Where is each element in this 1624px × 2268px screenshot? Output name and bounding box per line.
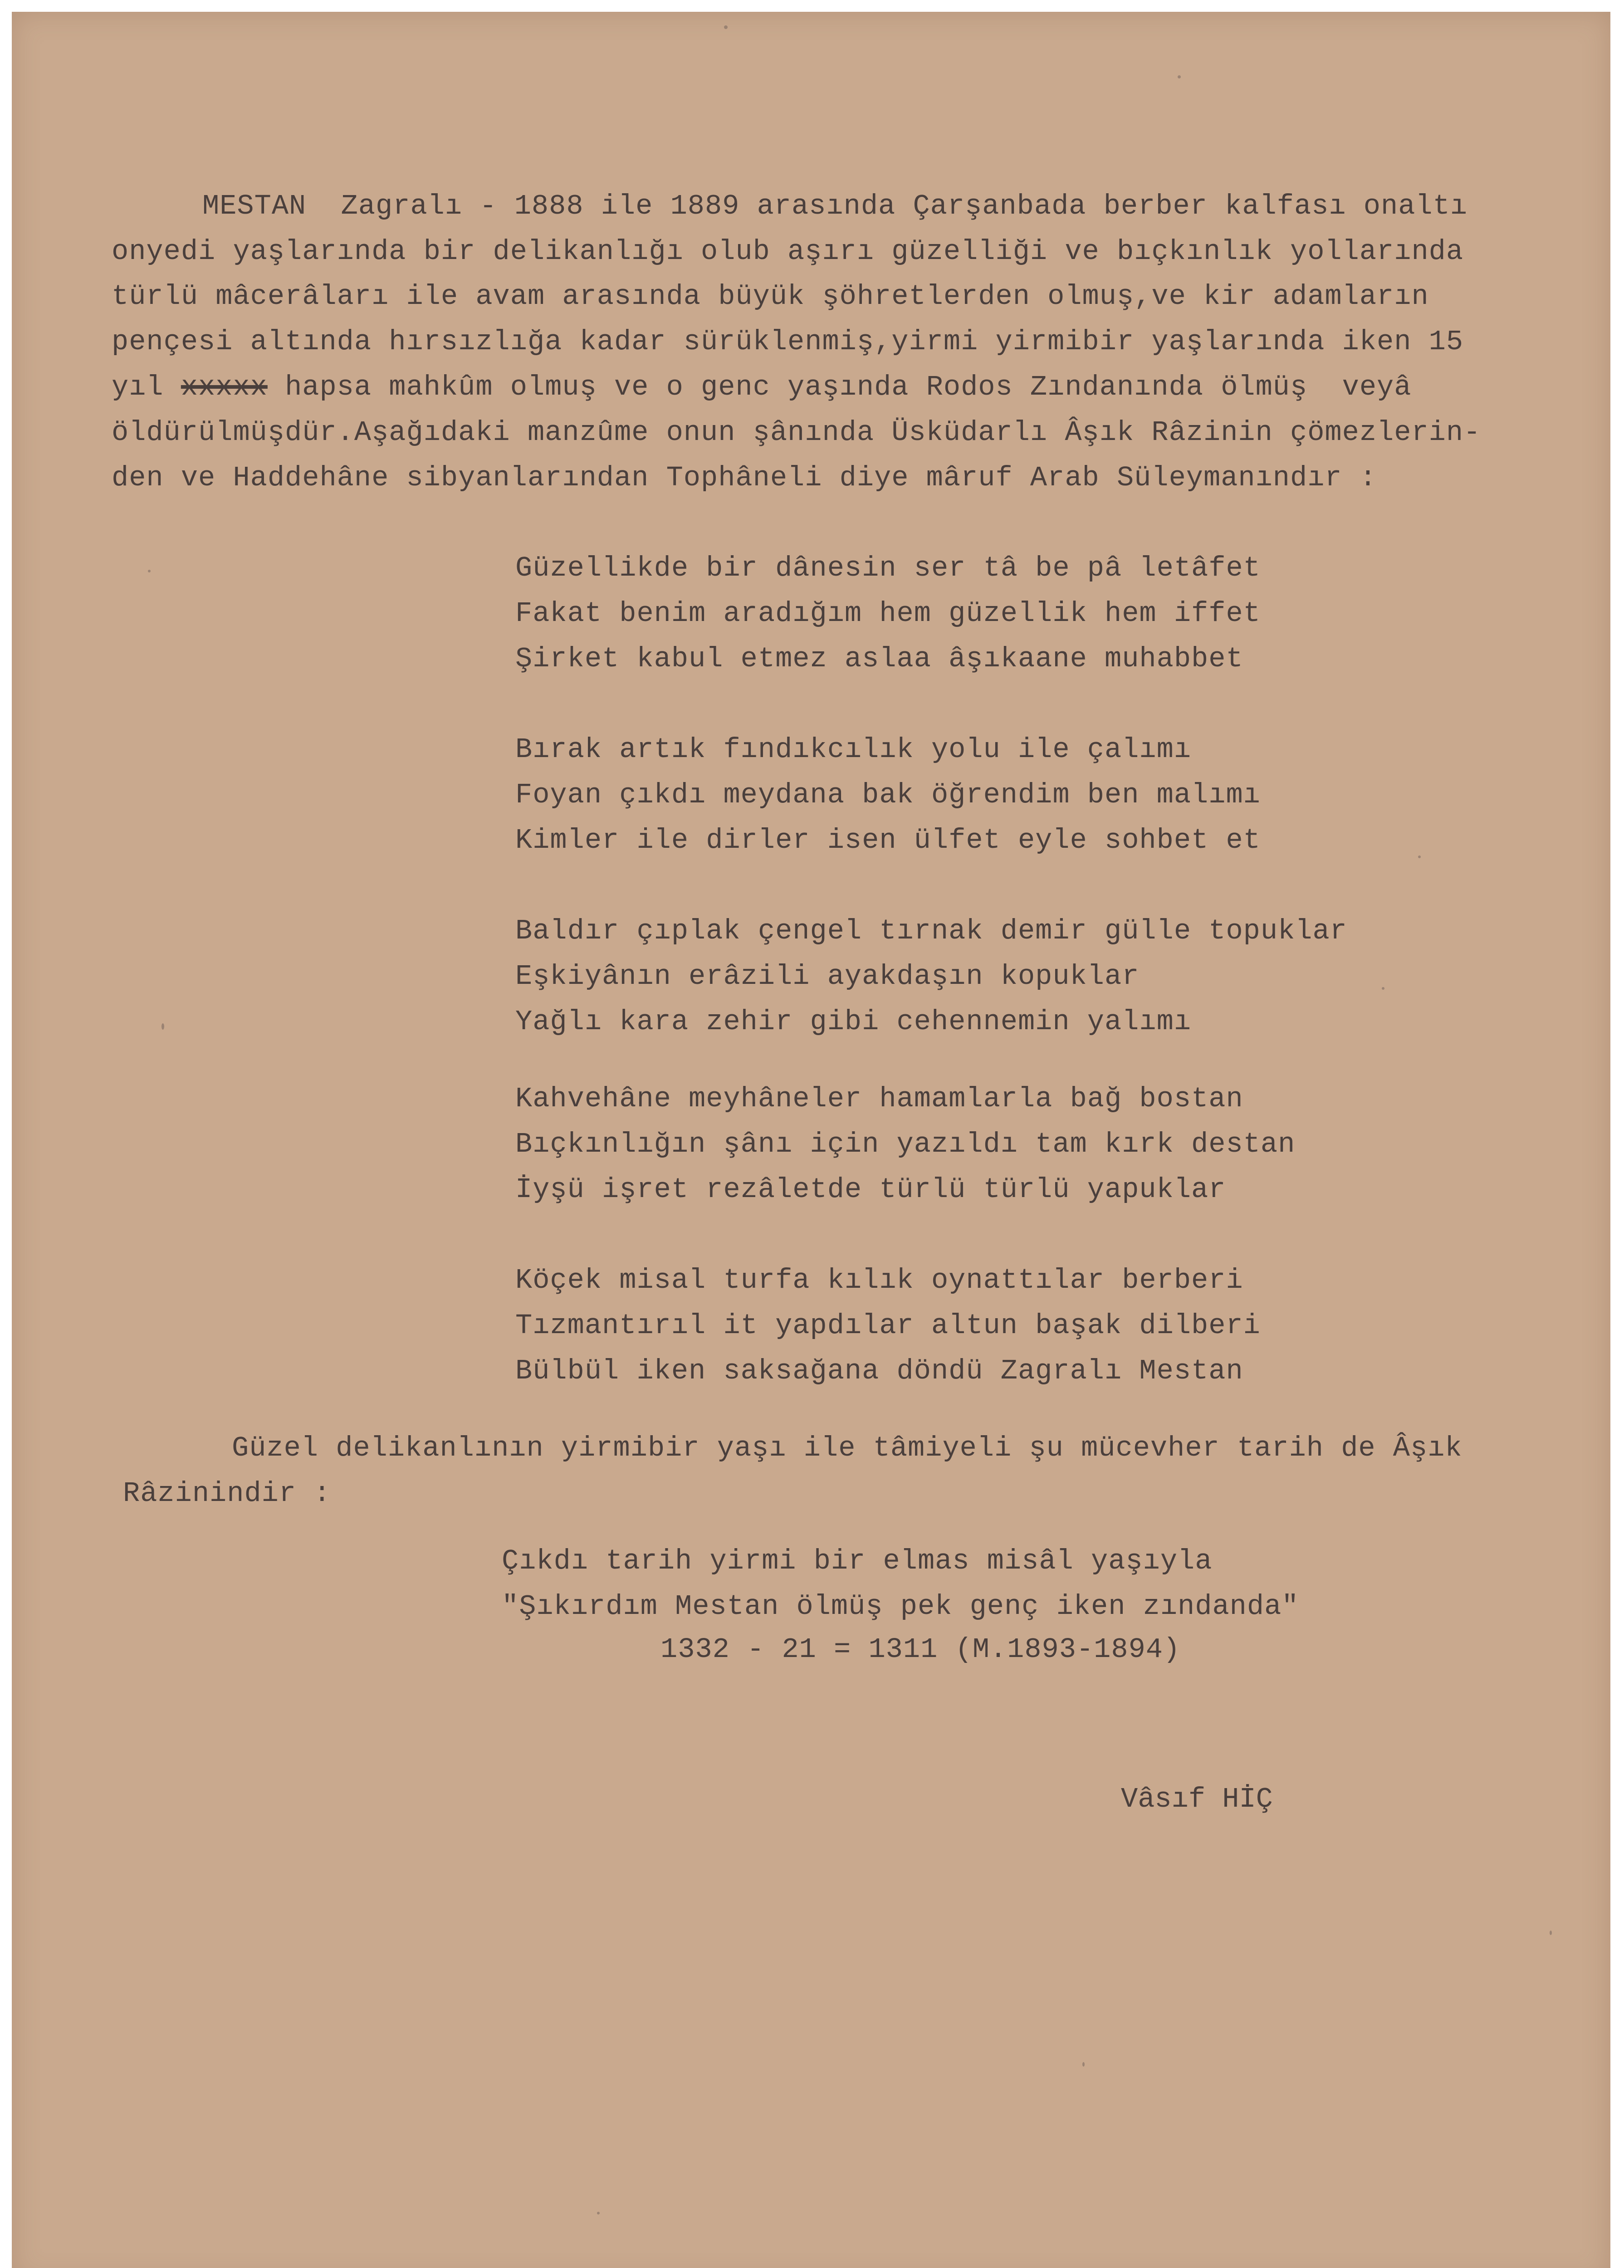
poem-line: Tızmantırıl it yapdılar altun başak dilberi xyxy=(515,1310,1261,1342)
poem-line: Baldır çıplak çengel tırnak demir gülle topuklar xyxy=(515,915,1347,947)
speck xyxy=(1178,75,1181,78)
signature: Vâsıf HİÇ xyxy=(1121,1783,1273,1815)
poem-line: Köçek misal turfa kılık oynattılar berberi xyxy=(515,1264,1243,1296)
poem-line: Kimler ile dirler isen ülfet eyle sohbet et xyxy=(515,824,1261,856)
intro-line: pençesi altında hırsızlığa kadar sürüklenmiş,yirmi yirmibir yaşlarında iken 15 xyxy=(112,326,1464,358)
struck-out-word: xxxxx xyxy=(181,371,268,403)
intro-line: türlü mâcerâları ile avam arasında büyük şöhretlerden olmuş,ve kir adamların xyxy=(112,280,1429,313)
intro-line: yıl xxxxx hapsa mahkûm olmuş ve o genc yaşında Rodos Zındanında ölmüş veyâ xyxy=(112,371,1412,403)
poem-line: Bıçkınlığın şânı için yazıldı tam kırk destan xyxy=(515,1128,1296,1160)
intro-line: MESTAN Zagralı - 1888 ile 1889 arasında Çarşanbada berber kalfası onaltı xyxy=(202,190,1468,222)
poem-line: Bırak artık fındıkcılık yolu ile çalımı xyxy=(515,733,1192,766)
poem-line: Güzellikde bir dânesin ser tâ be pâ letâfet xyxy=(515,552,1261,584)
speck xyxy=(1082,2062,1085,2067)
speck xyxy=(161,1023,164,1030)
poem-line: Kahvehâne meyhâneler hamamlarla bağ bostan xyxy=(515,1083,1243,1115)
outro-line: Güzel delikanlının yirmibir yaşı ile tâmiyeli şu mücevher tarih de Âşık xyxy=(232,1432,1463,1464)
outro-line: Râzinindir : xyxy=(123,1477,331,1510)
speck xyxy=(724,25,728,29)
speck xyxy=(1382,987,1384,990)
paper-page xyxy=(12,12,1610,2268)
poem-line: Foyan çıkdı meydana bak öğrendim ben malımı xyxy=(515,779,1261,811)
intro-line: onyedi yaşlarında bir delikanlığı olub aşırı güzelliği ve bıçkınlık yollarında xyxy=(112,235,1464,268)
speck xyxy=(597,2212,600,2214)
poem-line: Fakat benim aradığım hem güzellik hem iffet xyxy=(515,597,1261,630)
intro-line: öldürülmüşdür.Aşağıdaki manzûme onun şânında Üsküdarlı Âşık Râzinin çömezlerin- xyxy=(112,416,1481,449)
poem-line: Bülbül iken saksağana döndü Zagralı Mestan xyxy=(515,1355,1243,1387)
speck xyxy=(148,570,151,572)
tarih-line: "Şıkırdım Mestan ölmüş pek genç iken zındanda" xyxy=(502,1590,1299,1623)
speck xyxy=(1550,1931,1552,1935)
speck xyxy=(1418,855,1421,858)
poem-line: Eşkiyânın erâzili ayakdaşın kopuklar xyxy=(515,960,1140,992)
poem-line: Şirket kabul etmez aslaa âşıkaane muhabbet xyxy=(515,643,1243,675)
tarih-line: Çıkdı tarih yirmi bir elmas misâl yaşıyla xyxy=(502,1545,1213,1577)
poem-line: Yağlı kara zehir gibi cehennemin yalımı xyxy=(515,1006,1192,1038)
intro-line: den ve Haddehâne sibyanlarından Tophâneli diye mâruf Arab Süleymanındır : xyxy=(112,462,1377,494)
poem-line: İyşü işret rezâletde türlü türlü yapuklar xyxy=(515,1173,1226,1206)
tarih-date-line: 1332 - 21 = 1311 (M.1893-1894) xyxy=(660,1633,1181,1666)
